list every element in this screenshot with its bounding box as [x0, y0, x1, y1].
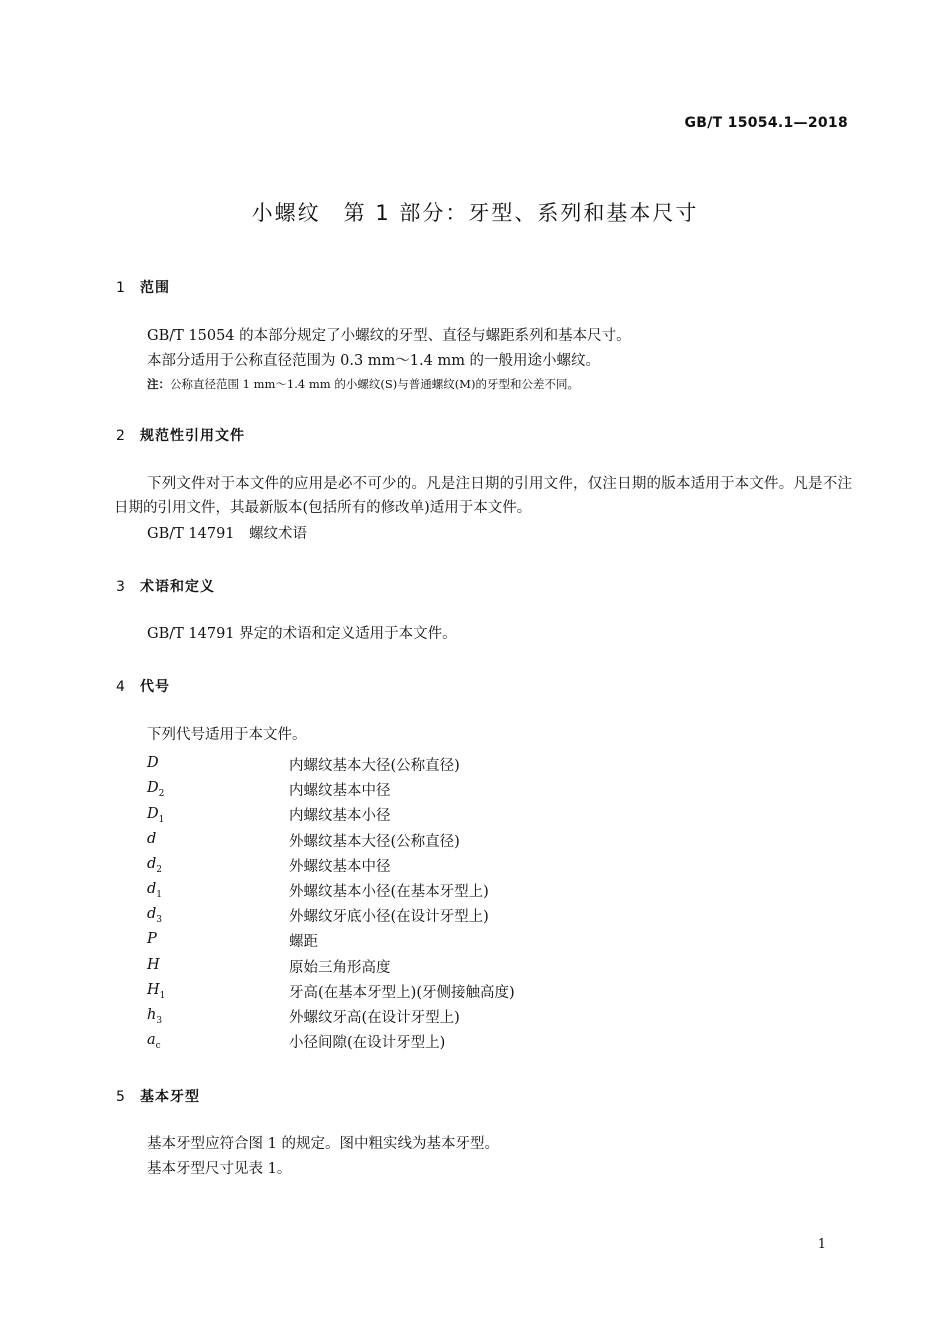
- symbol-description: 外螺纹基本中径: [289, 858, 391, 875]
- symbol-row: [147, 802, 515, 827]
- symbol-description: 原始三角形高度: [289, 959, 391, 976]
- note-label: 注：: [147, 377, 170, 391]
- section-5-paragraph-1: 基本牙型应符合图 1 的规定。图中粗实线为基本牙型。: [147, 1136, 499, 1152]
- symbol-description: 外螺纹牙底小径(在设计牙型上): [289, 909, 489, 926]
- section-2-number: 2: [116, 428, 126, 444]
- symbol: $H_1$: [147, 981, 166, 1001]
- symbol-row: [147, 777, 515, 802]
- page-number: 1: [817, 1237, 826, 1252]
- section-1-paragraph-2: 本部分适用于公称直径范围为 0.3 mm～1.4 mm 的一般用途小螺纹。: [147, 353, 601, 369]
- document-title: 小螺纹 第 1 部分：牙型、系列和基本尺寸: [251, 201, 699, 225]
- symbol-row: [147, 878, 515, 903]
- section-5-number: 5: [116, 1089, 126, 1105]
- symbol: $a_c$: [147, 1032, 161, 1052]
- symbol: $D_1$: [147, 805, 165, 825]
- symbol-row: [147, 954, 515, 979]
- section-3-title: 术语和定义: [140, 579, 215, 595]
- symbol-description: 外螺纹基本小径(在基本牙型上): [289, 884, 489, 901]
- symbol-description: 内螺纹基本大径(公称直径): [289, 758, 460, 775]
- section-3-paragraph: GB/T 14791 界定的术语和定义适用于本文件。: [147, 626, 457, 642]
- symbol-row: [147, 979, 515, 1004]
- symbol-row: [147, 903, 515, 928]
- symbol: $h_3$: [147, 1007, 163, 1026]
- symbol: d: [147, 830, 157, 847]
- section-3-heading: [116, 576, 215, 596]
- symbol: $D_2$: [147, 780, 165, 800]
- symbol-description: 外螺纹基本大径(公称直径): [289, 833, 460, 850]
- section-1-number: 1: [116, 280, 126, 296]
- note-text: 公称直径范围 1 mm～1.4 mm 的小螺纹(S)与普通螺纹(M)的牙型和公差不同。: [170, 377, 579, 391]
- normative-reference: GB/T 14791 螺纹术语: [147, 526, 308, 542]
- section-4-title: 代号: [140, 679, 170, 695]
- symbol-row: [147, 1029, 515, 1054]
- symbol-list: [147, 752, 515, 1054]
- section-5-paragraph-2: 基本牙型尺寸见表 1。: [147, 1161, 292, 1177]
- section-2-paragraph: 下列文件对于本文件的应用是必不可少的。凡是注日期的引用文件，仅注日期的版本适用于本文件。凡是不注日期的引用文件，其最新版本(包括所有的修改单)适用于本文件。: [114, 476, 852, 516]
- section-1-title: 范围: [140, 280, 170, 296]
- symbol-description: 螺距: [289, 934, 318, 951]
- section-3-number: 3: [116, 579, 126, 595]
- section-4-intro: 下列代号适用于本文件。: [147, 727, 307, 743]
- symbol: D: [147, 755, 159, 772]
- section-5-title: 基本牙型: [140, 1089, 200, 1105]
- symbol: $d_3$: [147, 906, 163, 926]
- symbol: $d_2$: [147, 855, 163, 875]
- symbol: H: [147, 956, 160, 973]
- symbol: P: [147, 931, 157, 948]
- symbol-row: [147, 853, 515, 878]
- section-1-paragraph-1: GB/T 15054 的本部分规定了小螺纹的牙型、直径与螺距系列和基本尺寸。: [147, 328, 631, 344]
- standard-number: GB/T 15054.1—2018: [684, 115, 848, 131]
- section-1-heading: [116, 277, 170, 297]
- symbol-description: 内螺纹基本中径: [289, 783, 391, 800]
- section-2-heading: [116, 425, 245, 445]
- symbol-row: [147, 752, 515, 777]
- symbol-description: 牙高(在基本牙型上)(牙侧接触高度): [289, 984, 515, 1001]
- symbol-description: 小径间隙(在设计牙型上): [289, 1035, 446, 1052]
- section-2-title: 规范性引用文件: [140, 428, 245, 444]
- symbol-description: 外螺纹牙高(在设计牙型上): [289, 1009, 460, 1026]
- symbol: $d_1$: [147, 881, 163, 900]
- section-4-number: 4: [116, 679, 126, 695]
- symbol-row: [147, 928, 515, 953]
- symbol-row: [147, 1004, 515, 1029]
- section-4-heading: [116, 676, 170, 696]
- symbol-description: 内螺纹基本小径: [289, 808, 391, 825]
- section-5-heading: [116, 1086, 200, 1106]
- section-1-note: [147, 376, 579, 392]
- symbol-row: [147, 828, 515, 853]
